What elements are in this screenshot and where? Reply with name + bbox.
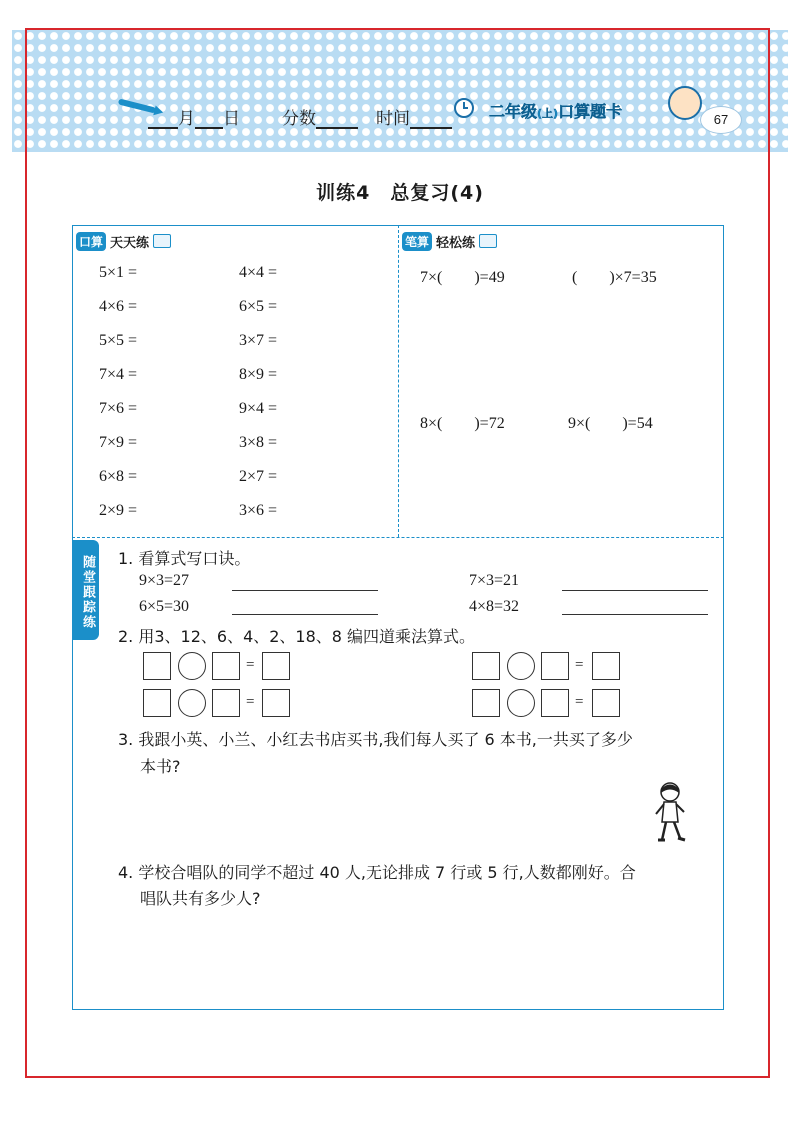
- practice-tab-label: 随堂跟踪练: [80, 555, 95, 630]
- question-2: 2. 用3、12、6、4、2、18、8 编四道乘法算式。: [118, 627, 476, 646]
- oral-section-tag: [76, 230, 171, 252]
- question-3-line-1: 3. 我跟小英、小兰、小红去书店买书,我们每人买了 6 本书,一共买了多少: [118, 730, 633, 749]
- oral-problem[interactable]: 8×9 =: [239, 366, 278, 383]
- oral-problem[interactable]: 7×9 =: [99, 434, 138, 451]
- oral-chip: 口算: [76, 232, 106, 251]
- section-divider-horizontal: [72, 537, 724, 538]
- mascot-icon: [668, 86, 702, 120]
- q1-answer-line[interactable]: [562, 614, 708, 615]
- q1-equation: 9×3=27: [139, 572, 190, 589]
- book-badge: [489, 99, 622, 122]
- oral-problem[interactable]: 4×6 =: [99, 298, 138, 315]
- child-illustration: [652, 780, 688, 848]
- page-number: 67: [700, 106, 742, 134]
- written-problem[interactable]: 9×( )=54: [568, 415, 653, 432]
- q1-equation: 6×5=30: [139, 598, 190, 615]
- written-problem[interactable]: 8×( )=72: [420, 415, 505, 432]
- answer-box[interactable]: [262, 689, 290, 717]
- month-label: 月: [178, 109, 195, 129]
- oral-problem[interactable]: 2×7 =: [239, 468, 278, 485]
- oral-problem[interactable]: 4×4 =: [239, 264, 278, 281]
- book-name: 口算题卡: [558, 102, 623, 121]
- q1-equation: 7×3=21: [469, 572, 520, 589]
- oral-problem[interactable]: 9×4 =: [239, 400, 278, 417]
- book-icon: [479, 234, 497, 248]
- q1-answer-line[interactable]: [232, 614, 378, 615]
- question-1: 1. 看算式写口诀。: [118, 549, 251, 568]
- grade-label: 二年级: [489, 102, 538, 121]
- written-label: 轻松练: [436, 235, 476, 251]
- book-icon: [153, 234, 171, 248]
- written-problem[interactable]: 7×( )=49: [420, 269, 505, 286]
- answer-box[interactable]: [262, 652, 290, 680]
- answer-box[interactable]: [143, 689, 171, 717]
- clock-icon: [454, 98, 474, 118]
- oral-problem[interactable]: 7×6 =: [99, 400, 138, 417]
- answer-box[interactable]: [541, 689, 569, 717]
- written-section-tag: [402, 230, 497, 252]
- question-4-line-2: 唱队共有多少人?: [140, 889, 261, 908]
- oral-problem[interactable]: 7×4 =: [99, 366, 138, 383]
- oral-problem[interactable]: 3×6 =: [239, 502, 278, 519]
- lesson-title: 训练4 总复习(4): [316, 182, 484, 204]
- equals-sign: =: [575, 657, 584, 673]
- oral-problem[interactable]: 2×9 =: [99, 502, 138, 519]
- term-label: (上): [537, 107, 559, 120]
- written-chip: 笔算: [402, 232, 432, 251]
- time-label: 时间: [376, 109, 410, 129]
- time-field: [376, 104, 452, 129]
- question-4-line-1: 4. 学校合唱队的同学不超过 40 人,无论排成 7 行或 5 行,人数都刚好。合: [118, 863, 636, 882]
- q1-answer-line[interactable]: [562, 590, 708, 591]
- question-3-line-2: 本书?: [140, 757, 181, 776]
- oral-problem[interactable]: 5×5 =: [99, 332, 138, 349]
- equals-sign: =: [575, 694, 584, 710]
- score-label: 分数: [282, 109, 316, 129]
- date-fields: [148, 104, 240, 129]
- equals-sign: =: [246, 657, 255, 673]
- oral-problem[interactable]: 6×8 =: [99, 468, 138, 485]
- answer-box[interactable]: [143, 652, 171, 680]
- oral-label: 天天练: [110, 235, 150, 251]
- operator-circle[interactable]: [507, 689, 535, 717]
- answer-box[interactable]: [592, 652, 620, 680]
- day-label: 日: [223, 109, 240, 129]
- answer-box[interactable]: [212, 689, 240, 717]
- answer-box[interactable]: [592, 689, 620, 717]
- answer-box[interactable]: [472, 689, 500, 717]
- score-field: [282, 104, 358, 129]
- q1-equation: 4×8=32: [469, 598, 520, 615]
- oral-problem[interactable]: 3×8 =: [239, 434, 278, 451]
- answer-box[interactable]: [212, 652, 240, 680]
- q1-answer-line[interactable]: [232, 590, 378, 591]
- written-problem[interactable]: ( )×7=35: [572, 269, 657, 286]
- oral-problem[interactable]: 3×7 =: [239, 332, 278, 349]
- answer-box[interactable]: [541, 652, 569, 680]
- operator-circle[interactable]: [178, 652, 206, 680]
- equals-sign: =: [246, 694, 255, 710]
- oral-problem[interactable]: 5×1 =: [99, 264, 138, 281]
- oral-problem[interactable]: 6×5 =: [239, 298, 278, 315]
- answer-box[interactable]: [472, 652, 500, 680]
- operator-circle[interactable]: [178, 689, 206, 717]
- operator-circle[interactable]: [507, 652, 535, 680]
- section-divider-vertical: [398, 225, 399, 537]
